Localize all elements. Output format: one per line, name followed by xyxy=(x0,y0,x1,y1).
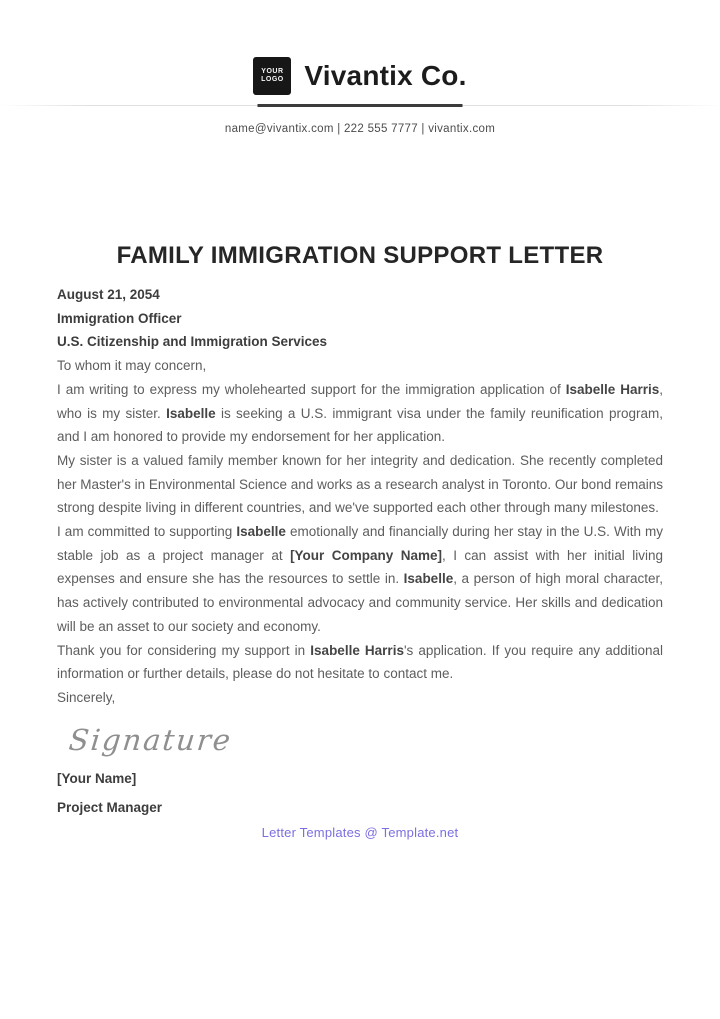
letter-body xyxy=(0,242,720,815)
salutation: To whom it may concern, xyxy=(57,358,207,374)
company-logo xyxy=(253,57,291,95)
letterhead xyxy=(0,0,720,135)
paragraph-4: Thank you for considering my support in Isabelle Harris's application. If you require any additional information or further details, please do not hesitate to contact me. xyxy=(57,642,664,682)
sender-role: Project Manager xyxy=(57,799,163,815)
recipient-title: Immigration Officer xyxy=(57,310,182,326)
paragraph-2: My sister is a valued family member known for her integrity and dedication. She recently completed her Master's in Environmental Science and works as a research analyst in Toronto. Our bond remains strong despite living in different countries, and we've supported each other through many milestones. xyxy=(57,452,663,516)
letter-date: August 21, 2054 xyxy=(57,287,160,302)
company-name: Vivantix Co. xyxy=(304,60,467,91)
paragraph-1: I am writing to express my wholehearted support for the immigration application of Isabelle Harris, who is my sister. Isabelle is seeking a U.S. immigrant visa under the family reunification program, and I am honored to provide my endorsement for her application. xyxy=(57,381,663,445)
logo-placeholder-text: YOUR LOGO xyxy=(261,68,284,83)
header-divider xyxy=(0,104,720,107)
recipient-organization: U.S. Citizenship and Immigration Services xyxy=(57,334,328,350)
footer xyxy=(0,824,720,842)
letter-title: FAMILY IMMIGRATION SUPPORT LETTER xyxy=(116,242,604,269)
letter-paragraphs xyxy=(57,354,663,710)
signature-script: Signature xyxy=(67,722,234,757)
closing: Sincerely, xyxy=(57,689,116,705)
template-attribution-link[interactable]: Letter Templates @ Template.net xyxy=(261,824,459,840)
logo-row xyxy=(0,57,720,95)
sender-name: [Your Name] xyxy=(57,770,137,786)
contact-info: name@vivantix.com | 222 555 7777 | vivantix.com xyxy=(224,123,496,135)
letter-meta xyxy=(57,283,663,354)
paragraph-3: I am committed to supporting Isabelle emotionally and financially during her stay in the U.S. With my stable job as a project manager at [Your Company Name], I can assist with her initial living expenses and ensure she has the resources to settle in. Isabelle, a person of high moral character, has actively contributed to environmental advocacy and community service. Her skills and dedication will be an asset to our society and economy. xyxy=(57,524,664,634)
divider-accent-bar xyxy=(258,104,463,107)
